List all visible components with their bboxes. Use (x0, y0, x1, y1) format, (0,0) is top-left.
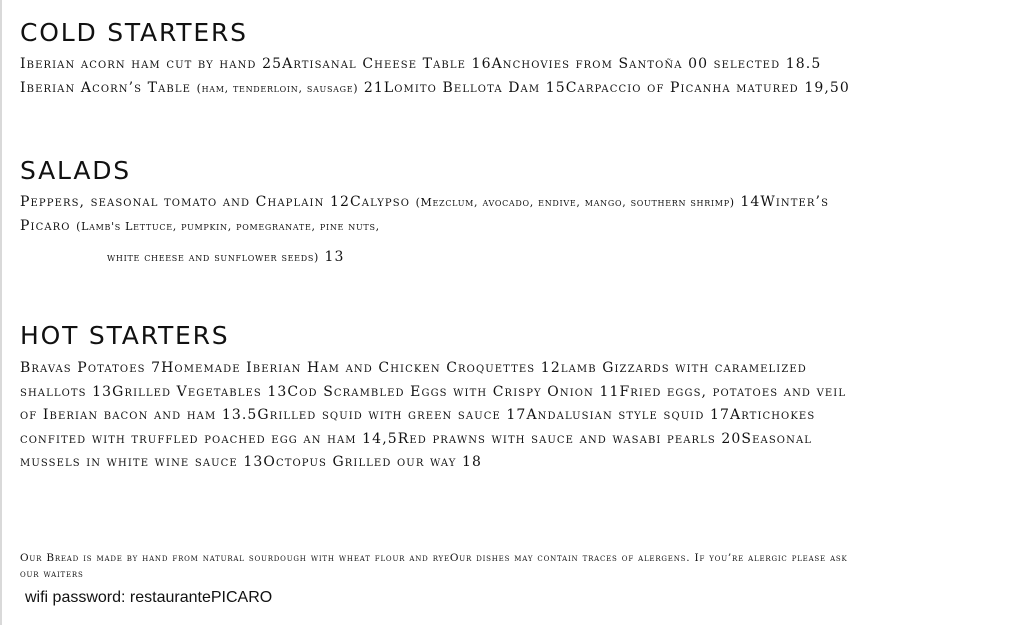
salads-title: SALADS (20, 156, 131, 185)
wifi-password-text: wifi password: restaurantePICARO (25, 589, 273, 606)
hot-starters-line: of Iberian bacon and ham 13.5Grilled squid with green sauce 17Andalusian style squid 17Artichokes (20, 407, 816, 423)
bread-allergen-note (20, 551, 1005, 582)
salads-line-3 (20, 246, 1005, 270)
hot-starters-line: Bravas Potatoes 7Homemade Iberian Ham and Chicken Croquettes 12lamb Gizzards with caramelized (20, 360, 807, 376)
cold-starters-line-2-rest: 21Lomito Bellota Dam 15Carpaccio of Picanha matured 19,50 (358, 79, 850, 96)
salads-line-2-note: (Lamb's Lettuce, pumpkin, pomegranate, pine nuts, (76, 219, 380, 233)
cold-starters-line-2-main: Iberian Acorn’s Table (20, 79, 197, 96)
cold-starters-text (20, 53, 1005, 100)
salads-line-1-main: Peppers, seasonal tomato and Chaplain 12Calypso (20, 194, 416, 210)
hot-starters-line: confited with truffled poached egg an ham 14,5Red prawns with sauce and wasabi pearls 20Seasonal (20, 430, 813, 447)
salads-line-3-rest: 13 (319, 249, 345, 265)
cold-starters-title: COLD STARTERS (20, 18, 248, 47)
salads-line-1 (20, 191, 1005, 215)
hot-starters-line: shallots 13Grilled Vegetables 13Cod Scrambled Eggs with Crispy Onion 11Fried eggs, potatoes and veil (20, 383, 847, 400)
salads-line-2 (20, 215, 1005, 239)
cold-starters-line-2 (20, 77, 1005, 101)
hot-starters-text (20, 357, 1005, 475)
hot-starters-line: mussels in white wine sauce 13Octopus Grilled our way 18 (20, 454, 483, 470)
cold-starters-line-1: Iberian acorn ham cut by hand 25Artisanal Cheese Table 16Anchovies from Santoña 00 selected 18.5 (20, 56, 822, 72)
salads-line-2-main: Picaro (20, 217, 77, 234)
left-page-border (0, 0, 2, 625)
bread-allergen-note-line-1: Our Bread is made by hand from natural sourdough with wheat flour and ryeOur dishes may contain traces of alergens. If you’re alergic please ask (20, 552, 848, 564)
hot-starters-title: HOT STARTERS (20, 321, 230, 350)
salads-line-1-rest: 14Winter’s (734, 194, 830, 210)
cold-starters-line-2-note: (ham, tenderloin, sausage) (196, 81, 359, 95)
salads-line-3-note: white cheese and sunflower seeds) (107, 251, 319, 264)
salads-line-1-note: (Mezclum, avocado, endive, mango, southern shrimp) (415, 196, 735, 209)
bread-allergen-note-line-2: our waiters (20, 567, 84, 580)
salads-text (20, 191, 1005, 270)
